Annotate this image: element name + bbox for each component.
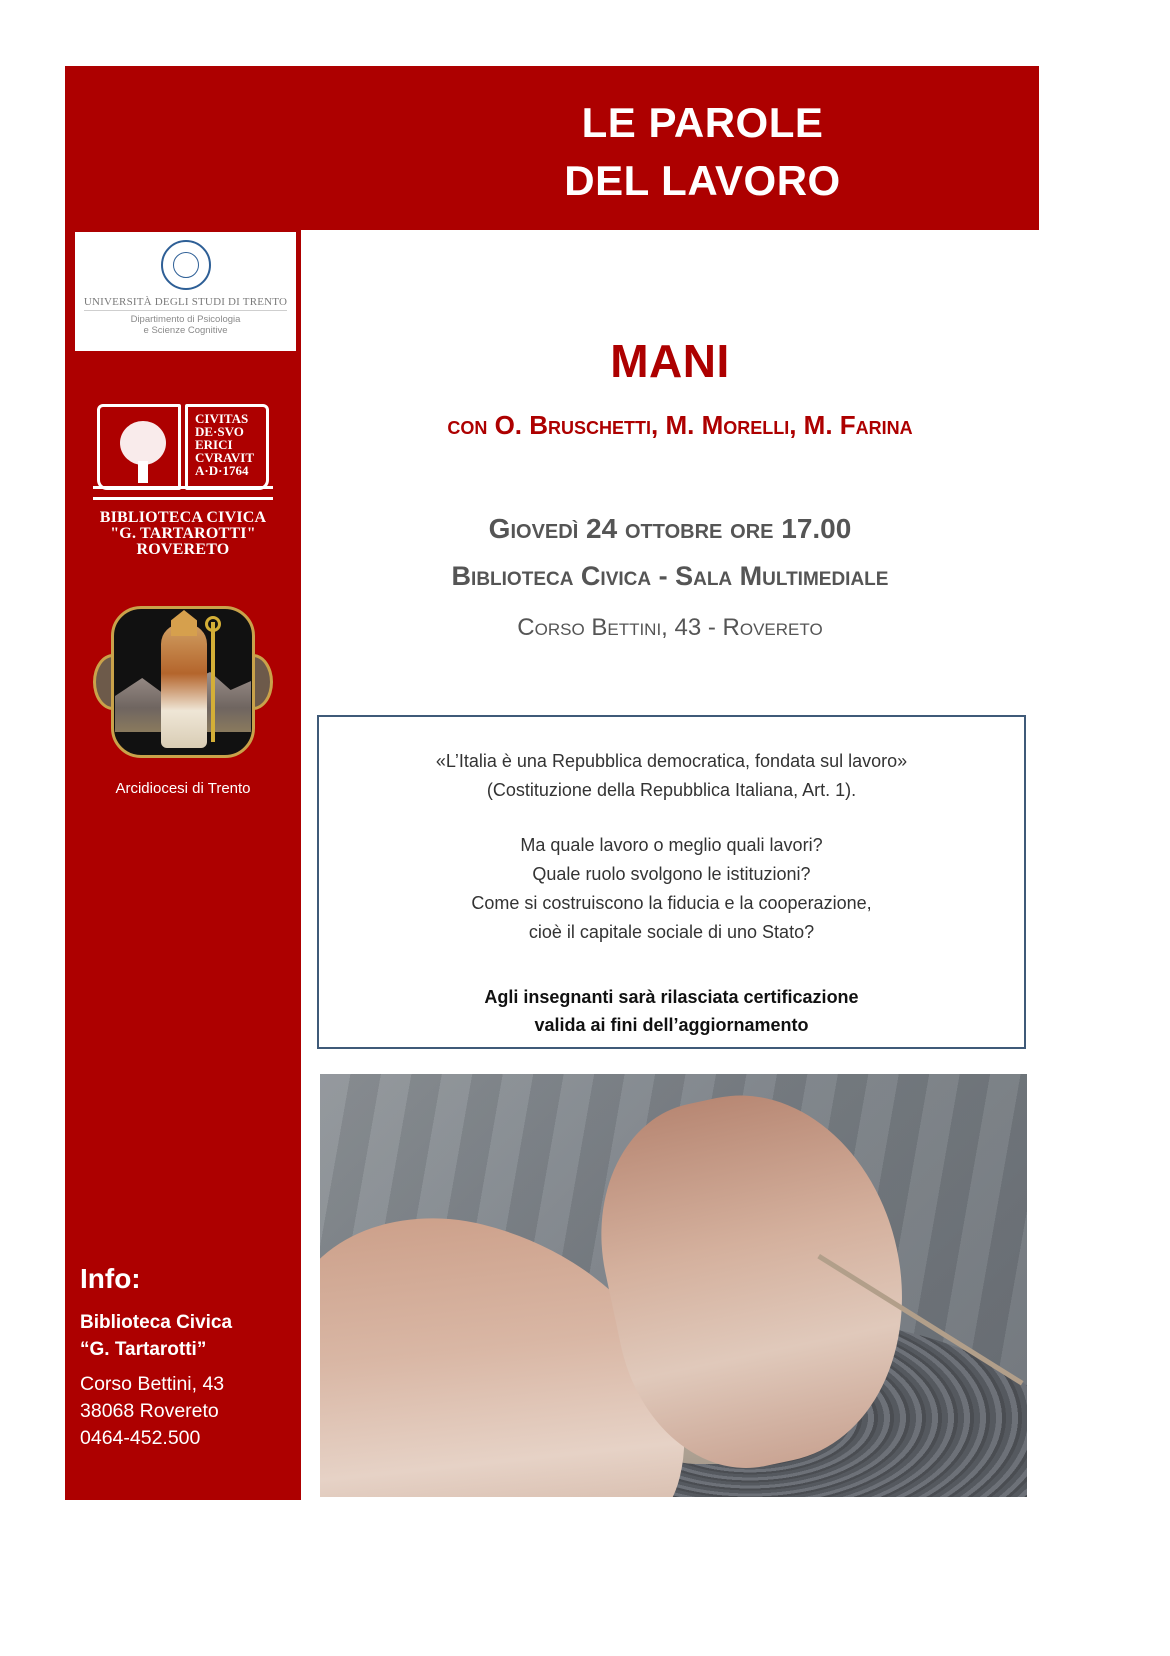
motto-line: CVRAVIT <box>195 450 254 465</box>
event-venue: Biblioteca Civica - Sala Multimediale <box>451 561 889 591</box>
note-line1: Agli insegnanti sarà rilasciata certificazione <box>484 987 859 1007</box>
info-address-line1: Corso Bettini, 43 <box>80 1373 225 1395</box>
teacher-certification-note <box>319 983 1024 1039</box>
event-speakers: con O. Bruschetti, M. Morelli, M. Farina <box>447 410 913 440</box>
library-motto <box>195 412 263 477</box>
library-name-line3: ROVERETO <box>136 541 230 558</box>
unitn-department <box>75 314 296 336</box>
unitn-name: UNIVERSITÀ DEGLI STUDI DI TRENTO <box>84 296 287 311</box>
info-org-line1: Biblioteca Civica <box>80 1312 233 1333</box>
event-datetime: Giovedì 24 ottobre ore 17.00 <box>488 513 852 544</box>
tree-icon <box>120 421 166 465</box>
unitn-dept-line2: e Scienze Cognitive <box>143 325 228 336</box>
question-line: Quale ruolo svolgono le istituzioni? <box>532 864 811 884</box>
library-logo <box>85 398 281 558</box>
library-name-line1: BIBLIOTECA CIVICA <box>99 509 267 526</box>
constitution-citation: (Costituzione della Repubblica Italiana, Art. 1). <box>486 780 857 800</box>
unitn-dept-line1: Dipartimento di Psicologia <box>130 314 241 325</box>
info-phone: 0464-452.500 <box>80 1427 201 1449</box>
unitn-logo <box>75 232 296 351</box>
tree-trunk <box>138 461 148 483</box>
motto-line: ERICI <box>195 437 233 452</box>
bishop-figure-icon <box>161 624 207 748</box>
book-base <box>93 486 273 500</box>
motto-line: A·D·1764 <box>195 463 249 478</box>
question-line: Come si costruiscono la fiducia e la cooperazione, <box>471 893 872 913</box>
pottery-hands-photo <box>320 1074 1027 1497</box>
open-book-icon <box>93 398 273 506</box>
constitution-quote: «L’Italia è una Repubblica democratica, fondata sul lavoro» <box>435 751 908 771</box>
note-line2: valida ai fini dell’aggiornamento <box>534 1015 809 1035</box>
event-address: Corso Bettini, 43 - Rovereto <box>517 614 823 641</box>
info-organization <box>80 1309 232 1363</box>
info-heading: Info: <box>80 1263 141 1294</box>
motto-line: DE·SVO <box>195 424 244 439</box>
info-block <box>80 1263 232 1452</box>
diocese-label: Arcidiocesi di Trento <box>115 780 251 797</box>
sidebar <box>65 230 301 1500</box>
book-left-page <box>97 404 181 490</box>
question-line: cioè il capitale sociale di uno Stato? <box>528 922 815 942</box>
crozier-head-icon <box>205 616 221 632</box>
header-banner <box>65 66 1039 230</box>
event-title: MANI <box>610 335 730 387</box>
library-name-line2: "G. TARTAROTTI" <box>110 525 256 542</box>
quote-box <box>317 715 1026 1049</box>
series-title <box>366 94 1039 210</box>
crozier-staff-icon <box>211 622 215 742</box>
question-line: Ma quale lavoro o meglio quali lavori? <box>520 835 823 855</box>
series-title-line2: DEL LAVORO <box>564 157 841 204</box>
diocese-logo <box>93 602 273 762</box>
university-seal-icon <box>161 240 211 290</box>
library-name <box>85 510 281 558</box>
info-org-line2: “G. Tartarotti” <box>80 1339 207 1360</box>
info-address-line2: 38068 Rovereto <box>80 1400 219 1422</box>
series-title-line1: LE PAROLE <box>581 99 824 146</box>
motto-line: CIVITAS <box>195 411 249 426</box>
